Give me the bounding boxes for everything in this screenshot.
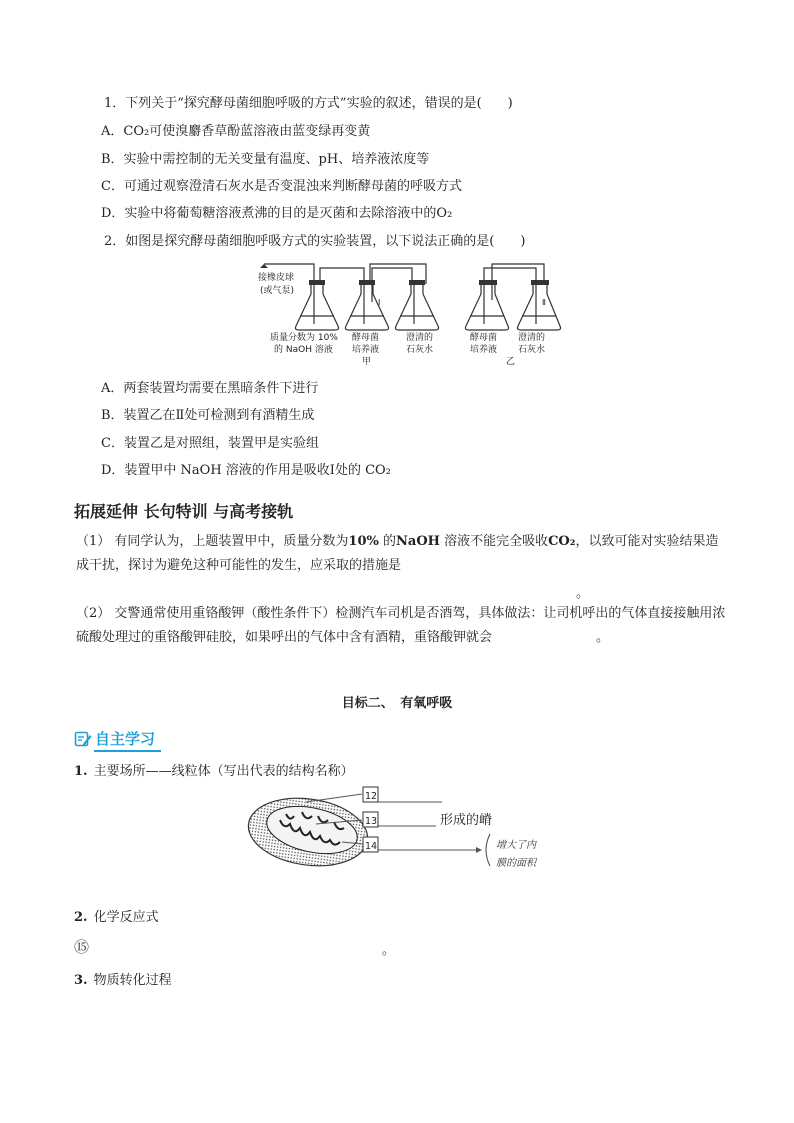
q2-option-d: D．装置甲中 NaOH 溶液的作用是吸收Ⅰ处的 CO₂ bbox=[101, 463, 391, 478]
flask2-label-2: 培养液 bbox=[352, 345, 380, 355]
ridge-label: 形成的嵴 bbox=[440, 813, 493, 828]
q1-option-d: D．实验中将葡萄糖溶液煮沸的目的是灭菌和去除溶液中的O₂ bbox=[101, 206, 453, 221]
q1-option-a: A．CO₂可使溴麝香草酚蓝溶液由蓝变绿再变黄 bbox=[101, 124, 371, 139]
extension-heading: 拓展延伸 长句特训 与高考接轨 bbox=[74, 502, 294, 521]
q2-option-a: A．两套装置均需要在黑暗条件下进行 bbox=[101, 381, 319, 396]
flask5-label-2: 石灰水 bbox=[518, 345, 546, 355]
group-jia-label: 甲 bbox=[362, 357, 372, 367]
q2-stem: 2．如图是探究酵母菌细胞呼吸方式的实验装置，以下说法正确的是( ) bbox=[104, 234, 526, 249]
self-study-tag bbox=[74, 728, 155, 749]
mito-box-13: 13 bbox=[365, 816, 378, 827]
mito-box-12: 12 bbox=[365, 791, 378, 802]
flask4-label-2: 培养液 bbox=[470, 345, 498, 355]
flask1-label-2: 的 NaOH 溶液 bbox=[274, 345, 333, 355]
item2-end: 。 bbox=[382, 943, 396, 958]
pump-label-2: (或气泵) bbox=[260, 286, 295, 296]
pencil-note-icon bbox=[74, 730, 92, 748]
mark-one: Ⅰ bbox=[378, 298, 381, 307]
handwritten-note-2: 膜的面积 bbox=[496, 858, 536, 869]
pump-label-1: 接橡皮球 bbox=[258, 273, 295, 283]
q2-option-b: B．装置乙在Ⅱ处可检测到有酒精生成 bbox=[101, 408, 315, 423]
self-study-label: 自主学习 bbox=[95, 730, 156, 748]
flask3-label-2: 石灰水 bbox=[406, 345, 434, 355]
mitochondrion-diagram bbox=[246, 784, 556, 874]
flask3-label-1: 澄清的 bbox=[406, 333, 434, 343]
mito-box-14: 14 bbox=[365, 841, 378, 852]
flask5-label-1: 澄清的 bbox=[518, 333, 546, 343]
extension-paragraph-2: （2） 交警通常使用重铬酸钾（酸性条件下）检测汽车司机是否酒驾，具体做法：让司机呼出的气体直接接触用浓硫酸处理过的重铬酸钾硅胶，如果呼出的气体中含有酒精，重铬酸钾就会 。 bbox=[76, 606, 726, 645]
q1-option-b: B．实验中需控制的无关变量有温度、pH、培养液浓度等 bbox=[101, 152, 430, 167]
target2-title: 目标二、 有氧呼吸 bbox=[341, 696, 453, 711]
flask1-label-1: 质量分数为 10% bbox=[270, 333, 338, 343]
target2-item-2: 2. 化学反应式 bbox=[74, 910, 159, 925]
q2-option-c: C．装置乙是对照组，装置甲是实验组 bbox=[101, 436, 319, 451]
item2-circle-number: ⑮ bbox=[74, 938, 90, 956]
q1-stem: 1．下列关于“探究酵母菌细胞呼吸的方式”实验的叙述，错误的是( ) bbox=[104, 96, 513, 111]
apparatus-figure bbox=[256, 258, 566, 368]
target2-item-3: 3. 物质转化过程 bbox=[74, 973, 172, 988]
flask4-label-1: 酵母菌 bbox=[470, 333, 498, 343]
target2-item-1: 1. 主要场所——线粒体（写出代表的结构名称） bbox=[74, 764, 354, 779]
extension-p1-end: 。 bbox=[576, 586, 590, 601]
extension-paragraph-1: （1） 有同学认为，上题装置甲中，质量分数为10% 的NaOH 溶液不能完全吸收CO₂，以致可能对实验结果造成干扰，探讨为避免这种可能性的发生，应采取的措施是 bbox=[76, 534, 719, 573]
q1-option-c: C．可通过观察澄清石灰水是否变混浊来判断酵母菌的呼吸方式 bbox=[101, 179, 462, 194]
mark-two: Ⅱ bbox=[542, 298, 546, 307]
flask2-label-1: 酵母菌 bbox=[352, 333, 380, 343]
group-yi-label: 乙 bbox=[506, 357, 516, 367]
handwritten-note-1: 增大了内 bbox=[496, 840, 536, 851]
